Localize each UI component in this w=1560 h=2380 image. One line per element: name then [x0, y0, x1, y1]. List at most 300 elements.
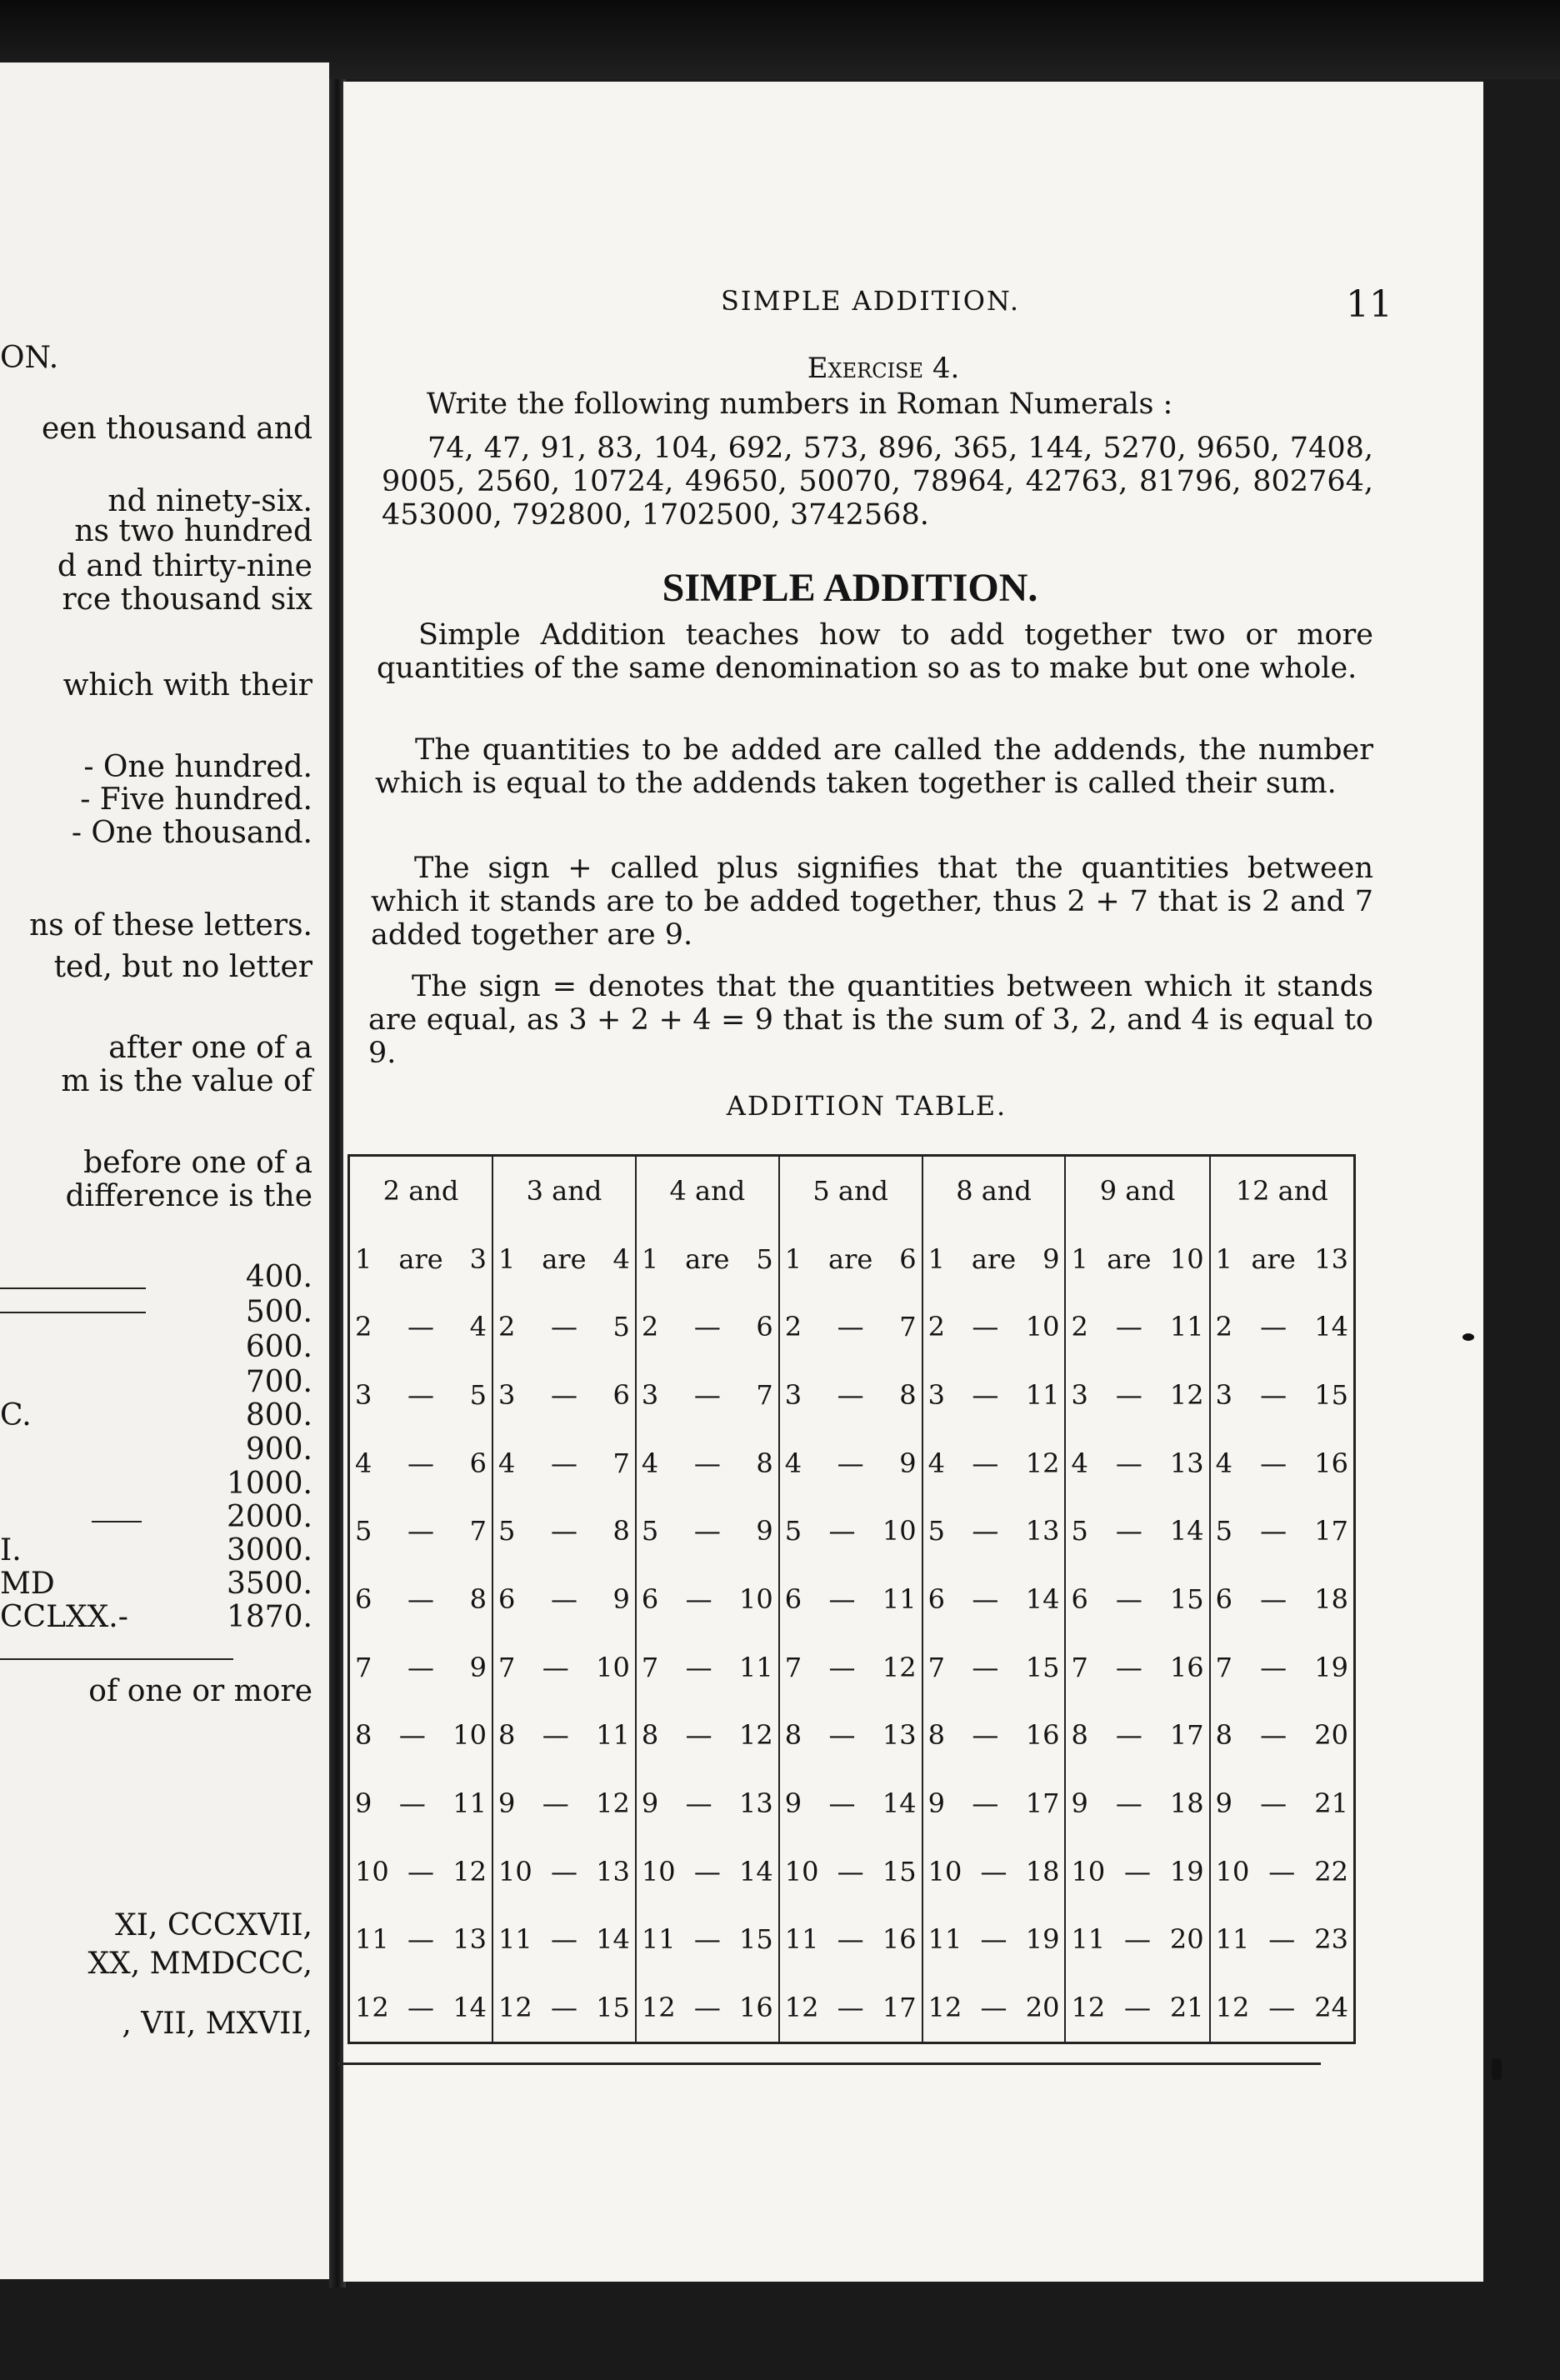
separator: —: [550, 1855, 578, 1888]
sum-number: 18: [1025, 1855, 1060, 1888]
sum-number: 19: [1314, 1651, 1348, 1683]
sum-number: 8: [756, 1447, 773, 1479]
sum-number: 15: [1314, 1379, 1348, 1412]
sum-number: 13: [739, 1788, 773, 1820]
table-cell: [779, 1633, 922, 1702]
separator: —: [408, 1311, 435, 1343]
sum-number: 8: [612, 1515, 630, 1548]
addend-number: 10: [641, 1855, 676, 1888]
table-cell: [349, 1769, 493, 1838]
roman-numeral-value: 2000.: [226, 1500, 312, 1534]
separator: —: [408, 1992, 435, 2024]
table-row: [349, 1633, 1355, 1702]
separator: are: [1251, 1242, 1296, 1275]
left-page-line: - One hundred.: [83, 750, 312, 784]
sum-number: 14: [596, 1923, 630, 1956]
sum-number: 16: [1025, 1719, 1060, 1752]
separator: —: [693, 1447, 721, 1479]
separator: —: [408, 1923, 435, 1956]
addend-number: 12: [1215, 1992, 1250, 2024]
separator: —: [837, 1447, 864, 1479]
paragraph-addends: [375, 733, 1373, 800]
table-cell: [922, 1293, 1066, 1362]
addend-number: 5: [928, 1515, 945, 1548]
addend-number: 2: [355, 1311, 372, 1343]
scan-speck: [1462, 1333, 1474, 1341]
left-page-line: XX, MMDCCC,: [88, 1947, 312, 1981]
sum-number: 7: [899, 1311, 917, 1343]
table-cell: [1210, 1293, 1355, 1362]
separator: —: [1115, 1379, 1142, 1412]
table-header-cell: 2 and: [349, 1156, 493, 1226]
sum-number: 3: [469, 1242, 488, 1275]
left-page-line: XI, CCCXVII,: [115, 1908, 312, 1942]
separator: —: [837, 1992, 864, 2024]
separator: —: [1115, 1515, 1142, 1548]
left-page-line: nd ninety-six.: [108, 484, 312, 518]
separator: —: [1268, 1923, 1296, 1956]
table-row: [349, 1498, 1355, 1566]
addend-number: 5: [1071, 1515, 1088, 1548]
table-cell: [779, 1973, 922, 2042]
sum-number: 23: [1314, 1923, 1348, 1956]
table-cell: [349, 1973, 493, 2042]
table-cell: [779, 1498, 922, 1566]
table-cell: [1210, 1361, 1355, 1429]
separator: —: [980, 1992, 1008, 2024]
roman-numeral-value: 600.: [245, 1330, 312, 1364]
separator: —: [1260, 1651, 1288, 1683]
addend-number: 3: [1215, 1379, 1232, 1412]
table-cell: [1210, 1838, 1355, 1906]
table-row: [349, 1838, 1355, 1906]
sum-number: 11: [1025, 1379, 1060, 1412]
table-cell: [636, 1293, 779, 1362]
sum-number: 7: [612, 1447, 630, 1479]
separator: —: [972, 1447, 999, 1479]
left-page-line: d and thirty-nine: [57, 549, 312, 583]
roman-numeral-value: 800.: [245, 1398, 312, 1432]
separator: —: [837, 1379, 864, 1412]
exercise-numbers: 74, 47, 91, 83, 104, 692, 573, 896, 365, 144, 5270, 9650, 7408, 9005, 2560, 10724, 49650, 50070, 78964, 42763, 81796, 802764, 453000, 792800, 1702500, 3742568.: [382, 432, 1373, 532]
left-page-line: rce thousand six: [62, 582, 312, 617]
sum-number: 18: [1314, 1583, 1348, 1616]
left-rule: [0, 1288, 146, 1289]
table-cell: [779, 1429, 922, 1498]
sum-number: 13: [452, 1923, 488, 1956]
exercise-instruction: Write the following numbers in Roman Numerals :: [427, 388, 1173, 421]
left-page-line: before one of a: [83, 1146, 312, 1180]
addend-number: 1: [784, 1242, 802, 1275]
separator: are: [828, 1242, 873, 1275]
table-cell: [1065, 1565, 1209, 1633]
table-cell: [492, 1498, 636, 1566]
addend-number: 9: [1215, 1788, 1232, 1820]
addend-number: 8: [355, 1719, 372, 1752]
separator: —: [550, 1379, 578, 1412]
table-cell: [1210, 1498, 1355, 1566]
separator: —: [1115, 1447, 1142, 1479]
addend-number: 9: [641, 1788, 659, 1820]
left-rule: [0, 1312, 146, 1313]
table-header-cell: 4 and: [636, 1156, 779, 1226]
exercise-title: Exercise 4.: [807, 352, 960, 385]
separator: are: [542, 1242, 587, 1275]
paragraph-text: Simple Addition teaches how to add together two or more quantities of the same denomination so as to make but one whole.: [377, 618, 1373, 685]
sum-number: 7: [756, 1379, 773, 1412]
separator: —: [1260, 1311, 1288, 1343]
roman-numeral-value: 400.: [245, 1260, 312, 1294]
table-row: [349, 1225, 1355, 1293]
addend-number: 11: [1071, 1923, 1106, 1956]
addend-number: 10: [1071, 1855, 1106, 1888]
sum-number: 16: [1169, 1651, 1204, 1683]
left-page-line: after one of a: [108, 1031, 312, 1065]
addend-number: 3: [355, 1379, 372, 1412]
separator: —: [693, 1515, 721, 1548]
addend-number: 7: [1071, 1651, 1088, 1683]
sum-number: 19: [1025, 1923, 1060, 1956]
left-rule: [92, 1521, 142, 1522]
sum-number: 11: [882, 1583, 917, 1616]
addend-number: 5: [498, 1515, 516, 1548]
table-cell: [636, 1633, 779, 1702]
table-cell: [636, 1429, 779, 1498]
separator: —: [1260, 1447, 1288, 1479]
sum-number: 14: [1169, 1515, 1204, 1548]
sum-number: 16: [1314, 1447, 1348, 1479]
addend-number: 2: [1071, 1311, 1088, 1343]
addend-number: 7: [498, 1651, 516, 1683]
roman-numeral-fragment: I.: [0, 1533, 22, 1568]
separator: —: [1115, 1651, 1142, 1683]
sum-number: 9: [1042, 1242, 1060, 1275]
table-cell: [1210, 1225, 1355, 1293]
sum-number: 10: [882, 1515, 917, 1548]
addend-number: 10: [784, 1855, 819, 1888]
sum-number: 12: [1169, 1379, 1204, 1412]
sum-number: 13: [1169, 1447, 1204, 1479]
separator: —: [837, 1855, 864, 1888]
sum-number: 5: [612, 1311, 630, 1343]
sum-number: 10: [596, 1651, 630, 1683]
addend-number: 10: [928, 1855, 962, 1888]
table-cell: [1065, 1906, 1209, 1974]
left-page-line: ns two hundred: [74, 514, 312, 548]
separator: —: [542, 1719, 569, 1752]
table-cell: [779, 1906, 922, 1974]
addend-number: 11: [355, 1923, 389, 1956]
table-cell: [922, 1838, 1066, 1906]
table-cell: [492, 1838, 636, 1906]
addend-number: 4: [928, 1447, 945, 1479]
sum-number: 24: [1314, 1992, 1348, 2024]
sum-number: 13: [1314, 1242, 1348, 1275]
table-cell: [922, 1769, 1066, 1838]
addend-number: 11: [928, 1923, 962, 1956]
addend-number: 7: [641, 1651, 659, 1683]
addend-number: 4: [355, 1447, 372, 1479]
separator: —: [693, 1923, 721, 1956]
sum-number: 12: [452, 1855, 488, 1888]
sum-number: 21: [1169, 1992, 1204, 2024]
table-header-cell: 3 and: [492, 1156, 636, 1226]
table-cell: [349, 1906, 493, 1974]
separator: —: [1124, 1992, 1152, 2024]
table-cell: [636, 1906, 779, 1974]
separator: —: [550, 1447, 578, 1479]
sum-number: 10: [452, 1719, 488, 1752]
sum-number: 17: [1314, 1515, 1348, 1548]
table-cell: [636, 1565, 779, 1633]
sum-number: 9: [612, 1583, 630, 1616]
left-page-line: - Five hundred.: [80, 782, 312, 817]
separator: —: [408, 1515, 435, 1548]
table-header-cell: 5 and: [779, 1156, 922, 1226]
addend-number: 6: [928, 1583, 945, 1616]
sum-number: 15: [596, 1992, 630, 2024]
addend-number: 3: [784, 1379, 802, 1412]
separator: —: [828, 1719, 856, 1752]
separator: —: [550, 1923, 578, 1956]
addend-number: 5: [355, 1515, 372, 1548]
left-page-line: een thousand and: [41, 412, 312, 446]
addend-number: 10: [1215, 1855, 1250, 1888]
left-page-line: , VII, MXVII,: [122, 2007, 312, 2041]
table-cell: [492, 1361, 636, 1429]
table-cell: [922, 1702, 1066, 1770]
sum-number: 6: [899, 1242, 917, 1275]
sum-number: 13: [882, 1719, 917, 1752]
addend-number: 4: [1071, 1447, 1088, 1479]
addend-number: 6: [355, 1583, 372, 1616]
sum-number: 4: [469, 1311, 488, 1343]
table-cell: [636, 1361, 779, 1429]
separator: —: [1260, 1583, 1288, 1616]
table-row: [349, 1702, 1355, 1770]
addend-number: 7: [784, 1651, 802, 1683]
table-cell: [349, 1498, 493, 1566]
roman-numeral-value: 500.: [245, 1295, 312, 1329]
table-title: ADDITION TABLE.: [726, 1090, 1008, 1122]
sum-number: 7: [469, 1515, 488, 1548]
addend-number: 7: [1215, 1651, 1232, 1683]
separator: —: [693, 1855, 721, 1888]
table-row: [349, 1906, 1355, 1974]
sum-number: 13: [596, 1855, 630, 1888]
table-cell: [349, 1293, 493, 1362]
separator: are: [971, 1242, 1017, 1275]
addend-number: 4: [641, 1447, 659, 1479]
addend-number: 2: [641, 1311, 659, 1343]
paragraph-text: The quantities to be added are called the addends, the number which is equal to the addends taken together is called their sum.: [375, 733, 1373, 800]
left-page-line: of one or more: [88, 1674, 312, 1708]
scan-speck: [1492, 2058, 1502, 2080]
separator: —: [837, 1923, 864, 1956]
separator: —: [972, 1583, 999, 1616]
table-cell: [492, 1973, 636, 2042]
table-cell: [1065, 1702, 1209, 1770]
addend-number: 6: [1215, 1583, 1232, 1616]
separator: —: [1260, 1379, 1288, 1412]
sum-number: 9: [756, 1515, 773, 1548]
left-page-line: ted, but no letter: [53, 950, 312, 984]
sum-number: 4: [612, 1242, 630, 1275]
table-cell: [492, 1293, 636, 1362]
table-cell: [349, 1429, 493, 1498]
table-cell: [922, 1361, 1066, 1429]
addition-table: [348, 1154, 1356, 2044]
table-cell: [1065, 1498, 1209, 1566]
table-row: [349, 1565, 1355, 1633]
separator: —: [1124, 1855, 1152, 1888]
roman-numeral-value: 700.: [245, 1365, 312, 1399]
separator: —: [1115, 1311, 1142, 1343]
addend-number: 3: [1071, 1379, 1088, 1412]
table-cell: [349, 1361, 493, 1429]
addend-number: 11: [784, 1923, 819, 1956]
addend-number: 10: [355, 1855, 389, 1888]
sum-number: 11: [596, 1719, 630, 1752]
separator: —: [685, 1583, 712, 1616]
table-cell: [636, 1225, 779, 1293]
addend-number: 9: [498, 1788, 516, 1820]
separator: —: [408, 1379, 435, 1412]
separator: —: [685, 1788, 712, 1820]
roman-numeral-fragment: MD: [0, 1567, 55, 1601]
table-cell: [779, 1838, 922, 1906]
table-row: [349, 1361, 1355, 1429]
table-cell: [1210, 1973, 1355, 2042]
sum-number: 16: [882, 1923, 917, 1956]
table-cell: [779, 1565, 922, 1633]
sum-number: 10: [1169, 1242, 1204, 1275]
addend-number: 8: [1215, 1719, 1232, 1752]
separator: —: [1268, 1855, 1296, 1888]
separator: —: [980, 1855, 1008, 1888]
sum-number: 12: [882, 1651, 917, 1683]
separator: —: [693, 1379, 721, 1412]
sum-number: 19: [1169, 1855, 1204, 1888]
table-cell: [636, 1498, 779, 1566]
roman-numeral-value: 1870.: [226, 1600, 312, 1634]
addend-number: 4: [1215, 1447, 1232, 1479]
addend-number: 12: [641, 1992, 676, 2024]
table-cell: [779, 1769, 922, 1838]
addend-number: 4: [498, 1447, 516, 1479]
sum-number: 5: [756, 1242, 773, 1275]
addend-number: 6: [1071, 1583, 1088, 1616]
separator: —: [972, 1311, 999, 1343]
table-cell: [922, 1225, 1066, 1293]
separator: —: [1124, 1923, 1152, 1956]
sum-number: 10: [1025, 1311, 1060, 1343]
sum-number: 15: [1025, 1651, 1060, 1683]
separator: —: [550, 1515, 578, 1548]
separator: —: [972, 1515, 999, 1548]
separator: —: [693, 1311, 721, 1343]
addend-number: 5: [784, 1515, 802, 1548]
roman-numeral-value: 3000.: [226, 1533, 312, 1568]
sum-number: 15: [739, 1923, 773, 1956]
table-cell: [1065, 1769, 1209, 1838]
table-cell: [492, 1769, 636, 1838]
table-row: [349, 1769, 1355, 1838]
table-cell: [922, 1429, 1066, 1498]
table-row: [349, 1293, 1355, 1362]
table-cell: [492, 1429, 636, 1498]
addend-number: 12: [355, 1992, 389, 2024]
addend-number: 12: [1071, 1992, 1106, 2024]
table-cell: [1210, 1633, 1355, 1702]
addend-number: 12: [498, 1992, 532, 2024]
roman-numeral-fragment: CCLXX.-: [0, 1600, 128, 1634]
separator: —: [972, 1379, 999, 1412]
sum-number: 14: [1025, 1583, 1060, 1616]
table-cell: [349, 1225, 493, 1293]
separator: —: [1115, 1719, 1142, 1752]
sum-number: 14: [882, 1788, 917, 1820]
sum-number: 21: [1314, 1788, 1348, 1820]
separator: —: [1115, 1583, 1142, 1616]
table-cell: [492, 1225, 636, 1293]
table-cell: [636, 1973, 779, 2042]
sum-number: 6: [756, 1311, 773, 1343]
table-row: [349, 1973, 1355, 2042]
addend-number: 7: [355, 1651, 372, 1683]
table-header-cell: 12 and: [1210, 1156, 1355, 1226]
sum-number: 6: [469, 1447, 488, 1479]
separator: —: [972, 1719, 999, 1752]
left-page-line: m is the value of: [61, 1064, 312, 1098]
addend-number: 1: [928, 1242, 945, 1275]
table-cell: [636, 1769, 779, 1838]
left-rule: [0, 1658, 233, 1660]
table-cell: [1210, 1769, 1355, 1838]
table-cell: [922, 1565, 1066, 1633]
separator: —: [398, 1788, 426, 1820]
left-page-fragment: [0, 62, 329, 2279]
sum-number: 16: [739, 1992, 773, 2024]
separator: —: [828, 1515, 856, 1548]
table-cell: [492, 1565, 636, 1633]
table-cell: [922, 1633, 1066, 1702]
table-cell: [492, 1906, 636, 1974]
separator: —: [972, 1651, 999, 1683]
addend-number: 5: [641, 1515, 659, 1548]
paragraph-equals-sign: [368, 970, 1373, 1070]
separator: —: [828, 1788, 856, 1820]
separator: —: [828, 1651, 856, 1683]
separator: —: [1268, 1992, 1296, 2024]
sum-number: 20: [1169, 1923, 1204, 1956]
addend-number: 11: [1215, 1923, 1250, 1956]
addend-number: 1: [1071, 1242, 1088, 1275]
sum-number: 18: [1169, 1788, 1204, 1820]
table-cell: [1210, 1429, 1355, 1498]
left-page-line: - One thousand.: [71, 816, 312, 850]
roman-numeral-value: 3500.: [226, 1567, 312, 1601]
addend-number: 12: [784, 1992, 819, 2024]
addend-number: 1: [498, 1242, 516, 1275]
sum-number: 15: [1169, 1583, 1204, 1616]
table-cell: [1210, 1906, 1355, 1974]
table-cell: [349, 1565, 493, 1633]
table-row: [349, 1429, 1355, 1498]
sum-number: 17: [1025, 1788, 1060, 1820]
addend-number: 3: [498, 1379, 516, 1412]
separator: —: [408, 1583, 435, 1616]
